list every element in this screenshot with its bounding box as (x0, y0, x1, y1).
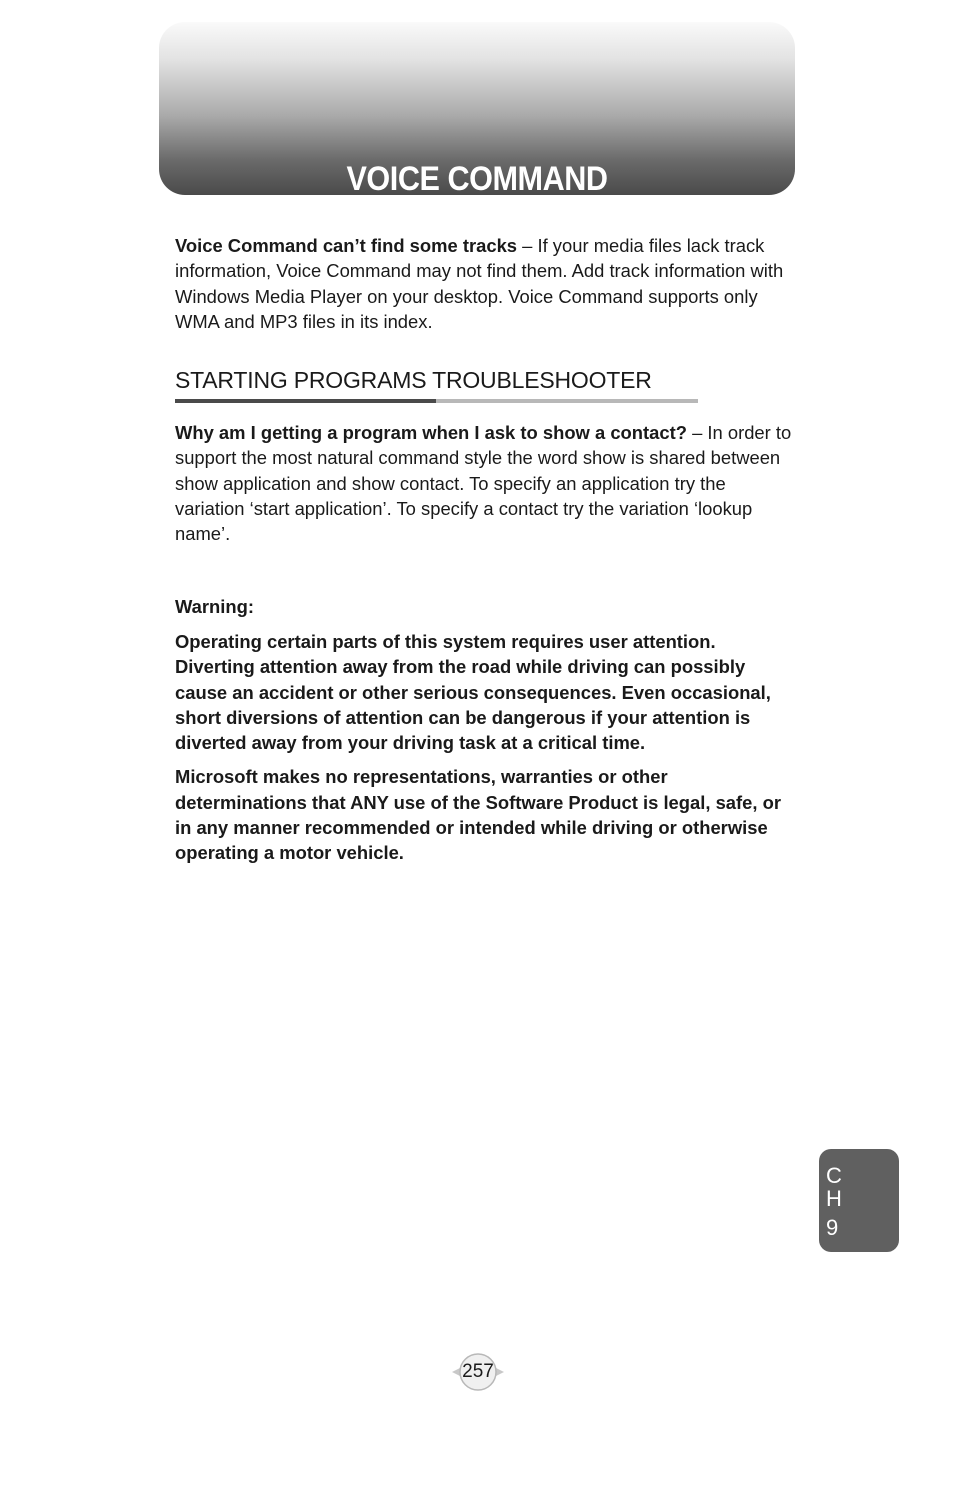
intro-body: – If your media files lack track information, Voice Command may not find them. Add track information with Windows Media Player on your desktop. Voice Command supports only WMA and MP3 files in its index. (175, 235, 784, 332)
chapter-header-banner (159, 22, 795, 198)
troubleshooter-paragraph (175, 420, 795, 546)
intro-section (175, 233, 795, 334)
page-number-badge (450, 1353, 506, 1391)
troubleshooter-answer: – In order to support the most natural command style the word show is shared between show application and show contact. To specify an application try the variation ‘start application’. To specify a contact try the variation ‘lookup name’. (175, 422, 792, 545)
section-heading: STARTING PROGRAMS TROUBLESHOOTER (175, 367, 652, 393)
chapter-tab (819, 1149, 899, 1252)
warning-label: Warning: (175, 596, 254, 617)
chapter-tab-h: H (826, 1186, 842, 1211)
section-rule-dark (175, 399, 436, 403)
page-number: 257 (462, 1361, 494, 1382)
warning-paragraph-1: Operating certain parts of this system requires user attention. Diverting attention away from the road while driving can possibly cause an accident or other serious consequences. Even occasional, short diversions of attention can be dangerous if your attention is diverted away from your driving task at a critical time. (175, 631, 771, 754)
chapter-tab-c: C (826, 1163, 842, 1188)
intro-paragraph (175, 233, 795, 334)
troubleshooter-question: Why am I getting a program when I ask to show a contact? (175, 422, 687, 443)
section-rule-light (436, 399, 698, 403)
warning-section (175, 596, 795, 866)
warning-paragraph-2: Microsoft makes no representations, warranties or other determinations that ANY use of the Software Product is legal, safe, or in any manner recommended or intended while driving or otherwise operating a motor vehicle. (175, 766, 781, 864)
chapter-tab-number: 9 (826, 1215, 839, 1240)
intro-lead: Voice Command can’t find some tracks (175, 235, 518, 256)
troubleshooter-section (175, 420, 795, 546)
page-title: VOICE COMMAND (346, 160, 608, 198)
